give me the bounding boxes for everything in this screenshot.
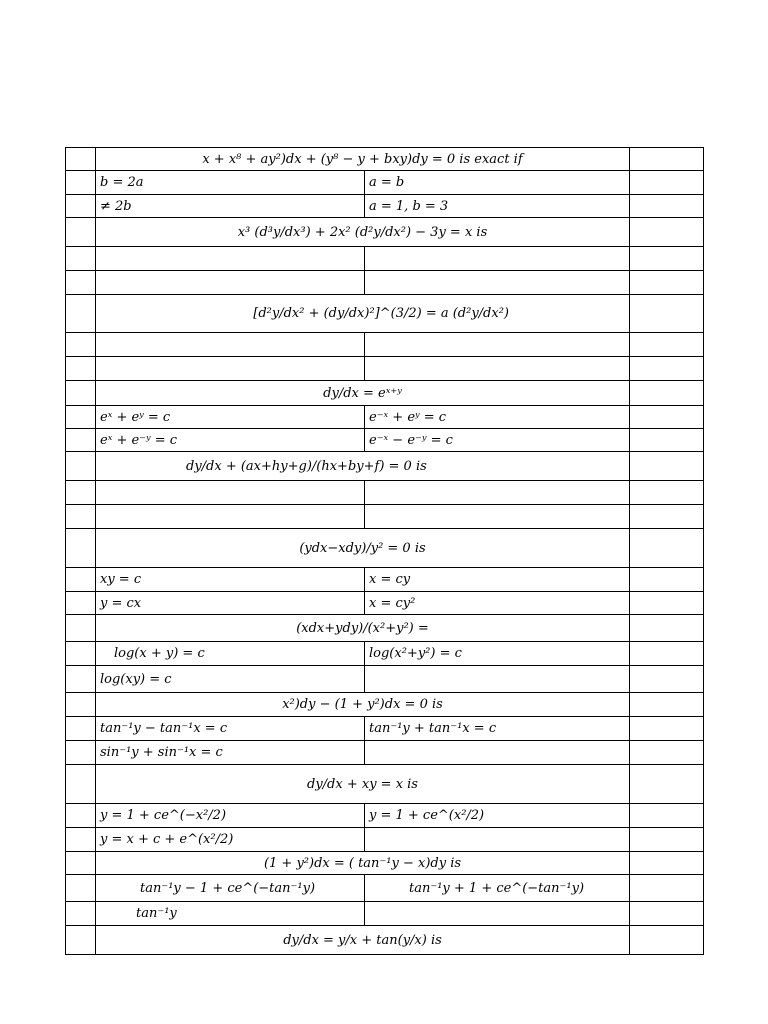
- option-b: y = 1 + ce^(x²/2): [365, 804, 630, 828]
- option-c: y = cx: [96, 592, 365, 615]
- option-a: tan⁻¹y − tan⁻¹x = c: [96, 717, 365, 741]
- marks-cell: [630, 642, 704, 666]
- option-number-cell: [66, 505, 96, 529]
- option-d: [365, 271, 630, 295]
- option-a: log(x + y) = c: [96, 642, 365, 666]
- option-number-cell: [66, 875, 96, 902]
- question-number-cell: [66, 615, 96, 642]
- option-number-cell: [66, 717, 96, 741]
- marks-cell: [630, 741, 704, 765]
- option-c: y = x + c + e^(x²/2): [96, 828, 365, 852]
- marks-cell: [630, 568, 704, 592]
- option-row: [66, 271, 704, 295]
- option-number-cell: [66, 171, 96, 195]
- question-row: [66, 452, 704, 481]
- option-a: [96, 333, 365, 357]
- marks-cell: [630, 481, 704, 505]
- option-row: [66, 568, 704, 592]
- option-number-cell: [66, 804, 96, 828]
- question-stem: (xdx+ydy)/(x²+y²) =: [96, 615, 630, 642]
- question-row: [66, 765, 704, 804]
- option-b: log(x²+y²) = c: [365, 642, 630, 666]
- option-row: [66, 247, 704, 271]
- option-c: eˣ + e⁻ʸ = c: [96, 429, 365, 452]
- marks-cell: [630, 875, 704, 902]
- question-row: [66, 852, 704, 875]
- question-number-cell: [66, 529, 96, 568]
- option-a: [96, 247, 365, 271]
- option-d: [365, 741, 630, 765]
- question-row: [66, 148, 704, 171]
- marks-cell: [630, 529, 704, 568]
- question-number-cell: [66, 381, 96, 406]
- option-number-cell: [66, 902, 96, 926]
- question-row: [66, 218, 704, 247]
- question-row: [66, 529, 704, 568]
- option-b: [365, 481, 630, 505]
- option-a: y = 1 + ce^(−x²/2): [96, 804, 365, 828]
- marks-cell: [630, 765, 704, 804]
- question-number-cell: [66, 148, 96, 171]
- option-number-cell: [66, 195, 96, 218]
- option-number-cell: [66, 247, 96, 271]
- question-row: [66, 381, 704, 406]
- question-stem: dy/dx + (ax+hy+g)/(hx+by+f) = 0 is: [96, 452, 630, 481]
- question-number-cell: [66, 218, 96, 247]
- option-b: tan⁻¹y + 1 + ce^(−tan⁻¹y): [365, 875, 630, 902]
- marks-cell: [630, 218, 704, 247]
- option-a: [96, 481, 365, 505]
- option-row: [66, 429, 704, 452]
- option-number-cell: [66, 271, 96, 295]
- option-b: x = cy: [365, 568, 630, 592]
- question-stem: (ydx−xdy)/y² = 0 is: [96, 529, 630, 568]
- option-row: [66, 828, 704, 852]
- marks-cell: [630, 926, 704, 955]
- option-d: [365, 357, 630, 381]
- question-number-cell: [66, 295, 96, 333]
- marks-cell: [630, 381, 704, 406]
- marks-cell: [630, 271, 704, 295]
- option-a: xy = c: [96, 568, 365, 592]
- option-c: sin⁻¹y + sin⁻¹x = c: [96, 741, 365, 765]
- option-row: [66, 902, 704, 926]
- marks-cell: [630, 171, 704, 195]
- option-c: [96, 505, 365, 529]
- option-row: [66, 357, 704, 381]
- option-number-cell: [66, 357, 96, 381]
- question-stem: (1 + y²)dx = ( tan⁻¹y − x)dy is: [96, 852, 630, 875]
- option-row: [66, 666, 704, 693]
- marks-cell: [630, 666, 704, 693]
- option-number-cell: [66, 741, 96, 765]
- question-number-cell: [66, 852, 96, 875]
- marks-cell: [630, 295, 704, 333]
- question-row: [66, 693, 704, 717]
- option-row: [66, 642, 704, 666]
- marks-cell: [630, 852, 704, 875]
- option-number-cell: [66, 568, 96, 592]
- marks-cell: [630, 247, 704, 271]
- option-c: log(xy) = c: [96, 666, 365, 693]
- option-b: tan⁻¹y + tan⁻¹x = c: [365, 717, 630, 741]
- option-a: tan⁻¹y − 1 + ce^(−tan⁻¹y): [96, 875, 365, 902]
- option-number-cell: [66, 642, 96, 666]
- option-c: [96, 357, 365, 381]
- option-row: [66, 505, 704, 529]
- option-number-cell: [66, 666, 96, 693]
- marks-cell: [630, 615, 704, 642]
- option-d: a = 1, b = 3: [365, 195, 630, 218]
- marks-cell: [630, 505, 704, 529]
- option-row: [66, 171, 704, 195]
- question-stem: x³ (d³y/dx³) + 2x² (d²y/dx²) − 3y = x is: [96, 218, 630, 247]
- marks-cell: [630, 717, 704, 741]
- option-number-cell: [66, 481, 96, 505]
- marks-cell: [630, 429, 704, 452]
- question-table: [65, 147, 704, 955]
- option-d: [365, 666, 630, 693]
- option-b: [365, 247, 630, 271]
- option-c: ≠ 2b: [96, 195, 365, 218]
- option-d: x = cy²: [365, 592, 630, 615]
- marks-cell: [630, 195, 704, 218]
- option-d: [365, 828, 630, 852]
- marks-cell: [630, 333, 704, 357]
- option-row: [66, 481, 704, 505]
- option-b: e⁻ˣ + eʸ = c: [365, 406, 630, 429]
- option-number-cell: [66, 828, 96, 852]
- option-c: tan⁻¹y: [96, 902, 365, 926]
- question-stem: dy/dx = y/x + tan(y/x) is: [96, 926, 630, 955]
- option-row: [66, 804, 704, 828]
- option-row: [66, 333, 704, 357]
- marks-cell: [630, 804, 704, 828]
- question-number-cell: [66, 765, 96, 804]
- option-d: [365, 902, 630, 926]
- marks-cell: [630, 406, 704, 429]
- question-stem: x²)dy − (1 + y²)dx = 0 is: [96, 693, 630, 717]
- marks-cell: [630, 592, 704, 615]
- option-row: [66, 741, 704, 765]
- option-row: [66, 406, 704, 429]
- marks-cell: [630, 452, 704, 481]
- question-row: [66, 615, 704, 642]
- option-number-cell: [66, 406, 96, 429]
- option-row: [66, 195, 704, 218]
- question-stem: [d²y/dx² + (dy/dx)²]^(3/2) = a (d²y/dx²): [96, 295, 630, 333]
- question-number-cell: [66, 926, 96, 955]
- marks-cell: [630, 828, 704, 852]
- option-c: [96, 271, 365, 295]
- marks-cell: [630, 693, 704, 717]
- marks-cell: [630, 357, 704, 381]
- question-stem: dy/dx + xy = x is: [96, 765, 630, 804]
- option-b: a = b: [365, 171, 630, 195]
- question-number-cell: [66, 452, 96, 481]
- option-a: eˣ + eʸ = c: [96, 406, 365, 429]
- option-number-cell: [66, 429, 96, 452]
- question-number-cell: [66, 693, 96, 717]
- question-stem: x + x⁸ + ay²)dx + (y⁸ − y + bxy)dy = 0 is exact if: [96, 148, 630, 171]
- option-number-cell: [66, 592, 96, 615]
- question-stem: dy/dx = eˣ⁺ʸ: [96, 381, 630, 406]
- option-a: b = 2a: [96, 171, 365, 195]
- option-row: [66, 875, 704, 902]
- marks-cell: [630, 902, 704, 926]
- option-row: [66, 592, 704, 615]
- marks-cell: [630, 148, 704, 171]
- option-d: [365, 505, 630, 529]
- option-number-cell: [66, 333, 96, 357]
- question-row: [66, 926, 704, 955]
- option-d: e⁻ˣ − e⁻ʸ = c: [365, 429, 630, 452]
- option-row: [66, 717, 704, 741]
- option-b: [365, 333, 630, 357]
- question-row: [66, 295, 704, 333]
